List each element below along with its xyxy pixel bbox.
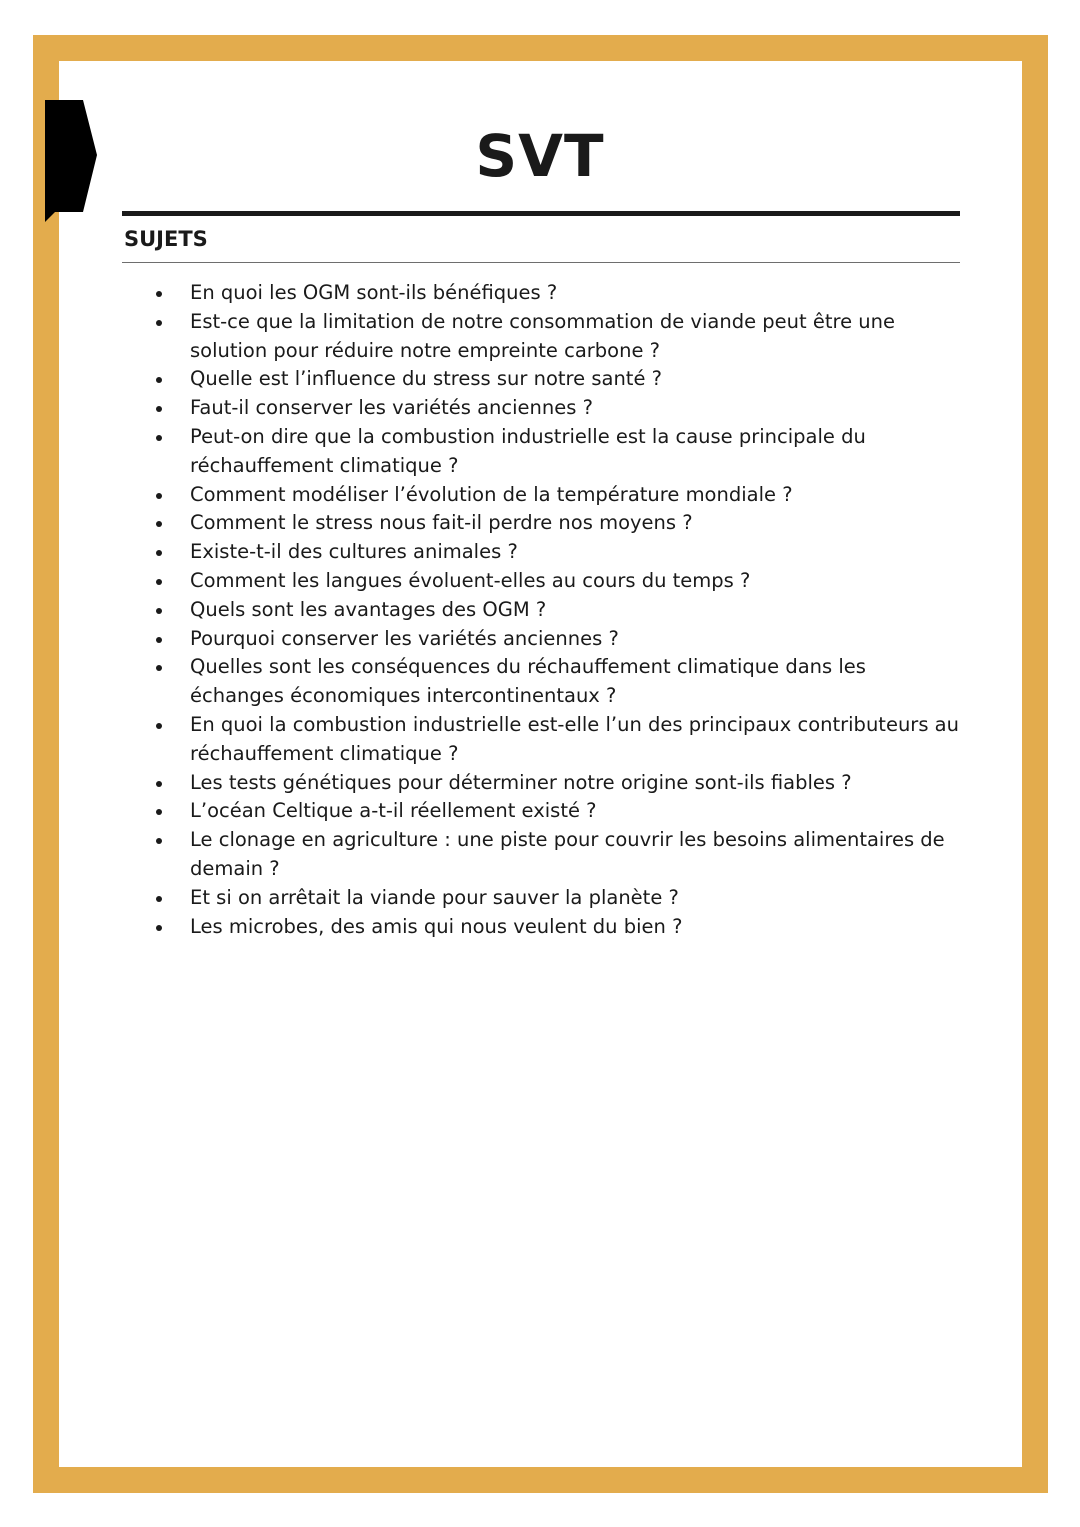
bullet-icon — [156, 925, 162, 931]
topic-text: Quelle est l’influence du stress sur notre santé ? — [190, 367, 662, 391]
topic-text: Pourquoi conserver les variétés anciennes ? — [190, 626, 619, 650]
bullet-icon — [156, 493, 162, 499]
list-item — [150, 913, 960, 942]
bullet-icon — [156, 579, 162, 585]
topic-text: Est-ce que la limitation de notre consommation de viande peut être une solution pour réduire notre empreinte carbone ? — [190, 309, 895, 362]
topic-list — [150, 279, 960, 941]
list-item — [150, 481, 960, 510]
list-item — [150, 394, 960, 423]
bullet-icon — [156, 435, 162, 441]
topic-text: Comment les langues évoluent-elles au cours du temps ? — [190, 568, 751, 592]
list-item — [150, 653, 960, 711]
list-item — [150, 711, 960, 769]
page-title: SVT — [475, 122, 605, 190]
topic-text: En quoi la combustion industrielle est-elle l’un des principaux contributeurs au réchauffement climatique ? — [190, 712, 959, 765]
bullet-icon — [156, 723, 162, 729]
bullet-icon — [156, 550, 162, 556]
list-item — [150, 538, 960, 567]
bullet-icon — [156, 320, 162, 326]
list-item — [150, 797, 960, 826]
topic-text: Le clonage en agriculture : une piste pour couvrir les besoins alimentaires de demain ? — [190, 828, 945, 880]
list-item — [150, 423, 960, 481]
bullet-icon — [156, 377, 162, 383]
topic-text: Existe-t-il des cultures animales ? — [190, 540, 518, 564]
bullet-icon — [156, 838, 162, 844]
list-item — [150, 769, 960, 798]
list-item — [150, 884, 960, 913]
topic-text: Et si on arrêtait la viande pour sauver la planète ? — [190, 885, 679, 909]
topic-text: Les microbes, des amis qui nous veulent du bien ? — [190, 914, 683, 938]
list-item — [150, 826, 960, 884]
topic-text: Comment modéliser l’évolution de la température mondiale ? — [190, 482, 793, 506]
bullet-icon — [156, 781, 162, 787]
topic-text: Faut-il conserver les variétés anciennes ? — [190, 396, 593, 420]
bullet-icon — [156, 406, 162, 412]
list-item — [150, 625, 960, 654]
section-divider — [122, 262, 960, 263]
list-item — [150, 567, 960, 596]
list-item — [150, 365, 960, 394]
bullet-icon — [156, 809, 162, 815]
bullet-icon — [156, 291, 162, 297]
bullet-icon — [156, 608, 162, 614]
list-item — [150, 596, 960, 625]
topic-text: Les tests génétiques pour déterminer notre origine sont-ils fiables ? — [190, 770, 852, 794]
title-divider — [122, 211, 960, 216]
bullet-icon — [156, 665, 162, 671]
list-item — [150, 308, 960, 366]
topic-text: Peut-on dire que la combustion industrielle est la cause principale du réchauffement climatique ? — [190, 424, 866, 477]
list-item — [150, 279, 960, 308]
bullet-icon — [156, 896, 162, 902]
bullet-icon — [156, 521, 162, 527]
topic-text: Comment le stress nous fait-il perdre nos moyens ? — [190, 511, 693, 535]
topic-text: Quelles sont les conséquences du réchauffement climatique dans les échanges économiques intercontinentaux ? — [190, 655, 866, 708]
list-item — [150, 509, 960, 538]
bullet-icon — [156, 637, 162, 643]
section-heading: SUJETS — [124, 227, 208, 251]
topic-text: L’océan Celtique a-t-il réellement existé ? — [190, 799, 597, 823]
topic-text: Quels sont les avantages des OGM ? — [190, 597, 547, 621]
topic-text: En quoi les OGM sont-ils bénéfiques ? — [190, 281, 558, 304]
